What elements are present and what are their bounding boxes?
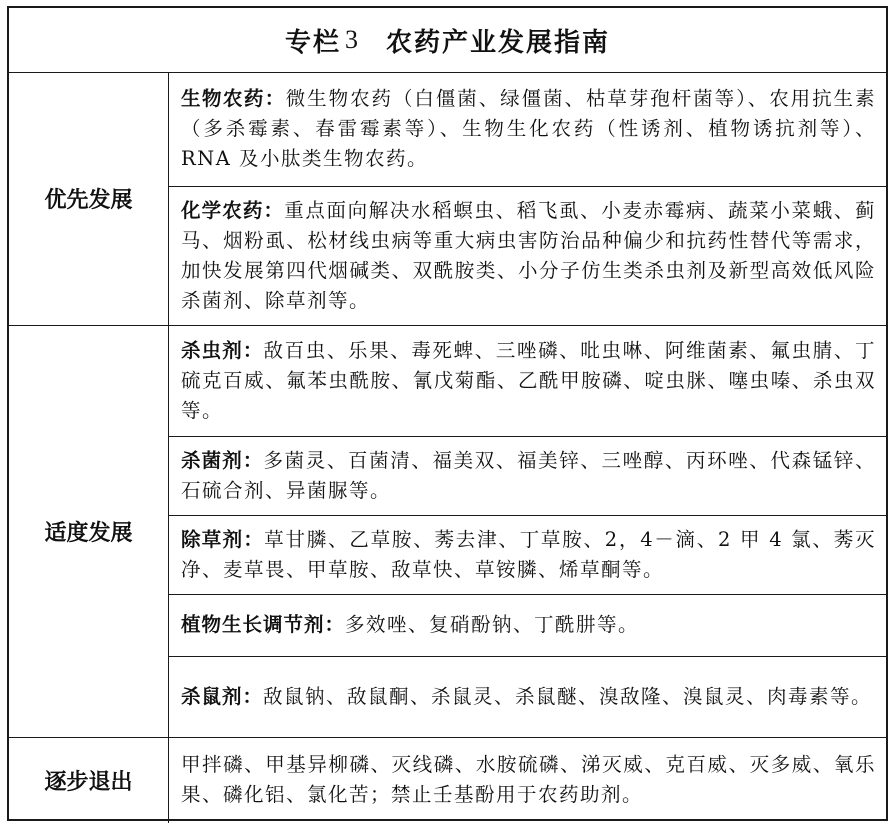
row-text: 重点面向解决水稻螟虫、稻飞虱、小麦赤霉病、蔬菜小菜蛾、蓟马、烟粉虱、松材线虫病等重大病虫害防治品种偏少和抗药性替代等需求，加快发展第四代烟碱类、双酰胺类、小分子仿生类杀虫剂及新型高效低风险杀菌剂、除草剂等。 <box>181 198 876 312</box>
content-cell <box>169 72 887 186</box>
row-text: 微生物农药（白僵菌、绿僵菌、枯草芽孢杆菌等）、农用抗生素（多杀霉素、春雷霉素等）、生物生化农药（性诱剂、植物诱抗剂等）、RNA 及小肽类生物农药。 <box>181 86 876 170</box>
content-cell <box>169 656 887 737</box>
box-title-text: 农药产业发展指南 <box>386 27 611 58</box>
row-text: 多菌灵、百菌清、福美双、福美锌、三唑醇、丙环唑、代森锰锌、石硫合剂、异菌脲等。 <box>181 448 876 502</box>
row-text: 多效唑、复硝酚钠、丁酰肼等。 <box>345 613 640 636</box>
table-row <box>9 72 886 186</box>
row-text: 敌鼠钠、敌鼠酮、杀鼠灵、杀鼠醚、溴敌隆、溴鼠灵、肉毒素等。 <box>263 684 873 708</box>
row-text: 甲拌磷、甲基异柳磷、灭线磷、水胺硫磷、涕灭威、克百威、灭多威、氧乐果、磷化铝、氯化苦；禁止壬基酚用于农药助剂。 <box>181 753 876 807</box>
category-phase-out: 逐步退出 <box>9 737 169 823</box>
content-cell <box>169 737 887 823</box>
content-cell <box>169 186 887 325</box>
box-title-number: 3 <box>345 25 360 54</box>
table-row <box>9 737 886 823</box>
row-label: 植物生长调节剂： <box>181 613 346 636</box>
category-priority: 优先发展 <box>9 72 169 325</box>
row-label: 杀菌剂： <box>181 448 264 472</box>
table-row <box>9 325 886 436</box>
row-label: 杀虫剂： <box>181 338 264 362</box>
box-title-prefix: 专栏 <box>284 27 341 58</box>
row-label: 杀鼠剂： <box>181 684 264 708</box>
content-cell <box>169 325 887 436</box>
row-text: 敌百虫、乐果、毒死蜱、三唑磷、吡虫啉、阿维菌素、氟虫腈、丁硫克百威、氟苯虫酰胺、氰戊菊酯、乙酰甲胺磷、啶虫脒、噻虫嗪、杀虫双等。 <box>181 338 876 422</box>
row-text: 草甘膦、乙草胺、莠去津、丁草胺、2，4－滴、2 甲 4 氯、莠灭净、麦草畏、甲草胺、敌草快、草铵膦、烯草酮等。 <box>181 527 876 581</box>
row-label: 生物农药： <box>181 86 286 110</box>
category-moderate: 适度发展 <box>9 325 169 737</box>
row-label: 除草剂： <box>181 527 265 551</box>
box-title <box>9 8 886 73</box>
row-label: 化学农药： <box>181 198 285 222</box>
content-cell <box>169 436 887 515</box>
guide-box <box>7 6 888 821</box>
content-cell <box>169 594 887 656</box>
guide-table <box>9 72 886 823</box>
content-cell <box>169 515 887 594</box>
